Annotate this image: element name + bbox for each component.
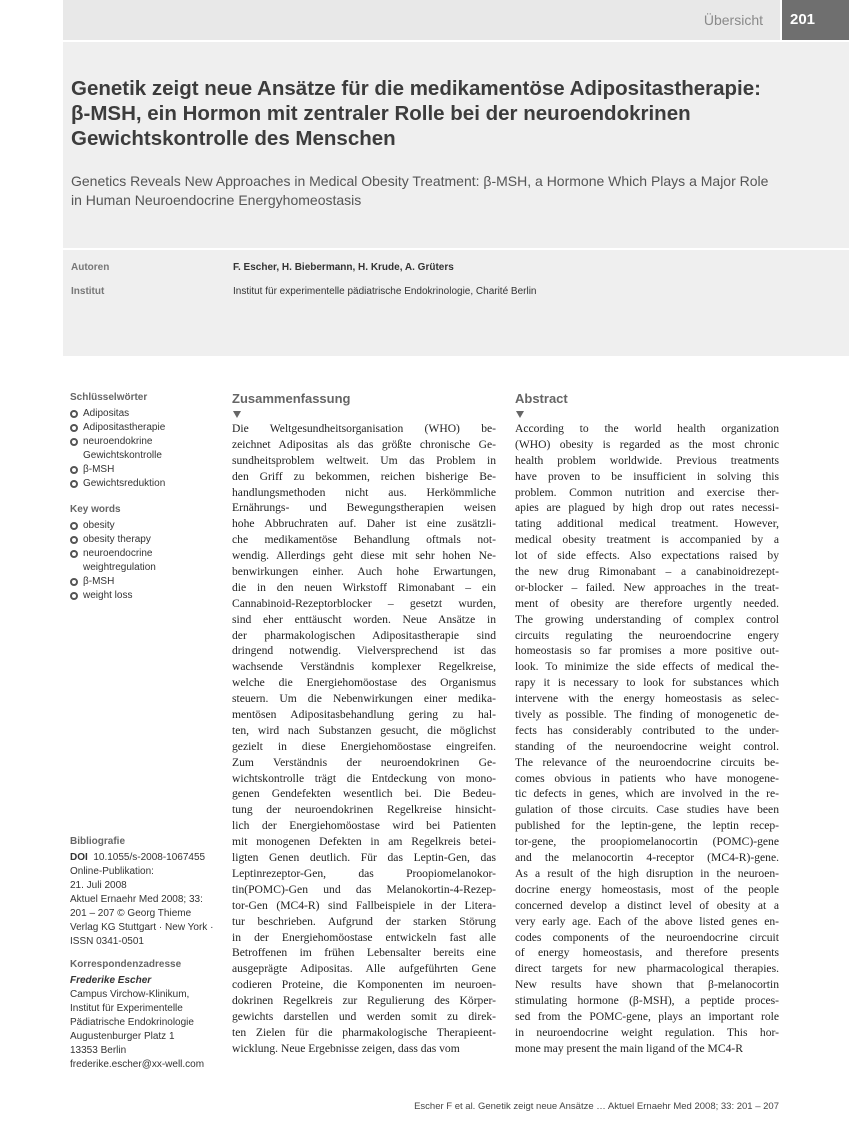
institute-label: Institut — [71, 286, 105, 297]
text-line: the new drug Rimonabant – a canabinoidrezept- — [515, 565, 779, 579]
text-line: den Griff zu bekommen, reichen bisherige Be- — [232, 469, 496, 483]
text-line: As a result of the high disruption in the neuroen- — [515, 866, 779, 880]
text-line: gulation of those circuits. Case studies have been — [515, 803, 779, 817]
english-title-line: in Human Neuroendocrine Energyhomeostasis — [71, 192, 362, 208]
text-line: look. To minimize the side effects of medical the- — [515, 660, 779, 674]
text-line: wachsende Verständnis komplexer Regelkreise, — [232, 660, 496, 674]
abstract-column — [515, 391, 779, 1057]
text-line: codes components of the neuroendocrine circuit — [515, 930, 779, 944]
keyword-item: neuroendokrine Gewichtskontrolle — [70, 435, 220, 463]
text-line: in neuroendocrine weight regulation. This hor- — [515, 1025, 779, 1039]
text-line: published for the leptin-gene, the leptin recep- — [515, 819, 779, 833]
text-line: tor-Gen (MC4-R) sind Fallbeispiele in der Litera- — [232, 898, 496, 912]
biblio-line: 201 – 207 © Georg Thieme — [70, 908, 192, 919]
text-line: apies are plagued by high drop out rates necessi- — [515, 501, 779, 515]
biblio-line: Verlag KG Stuttgart · New York · — [70, 922, 214, 933]
keyword-item: β-MSH — [70, 463, 220, 477]
text-line: mone may present the main ligand of the MC4-R — [515, 1041, 743, 1055]
text-line: (WHO) obesity is regarded as the most chronic — [515, 437, 779, 451]
text-line: tively as possible. The finding of monogenetic de- — [515, 708, 779, 722]
address-line: 13353 Berlin — [70, 1045, 127, 1056]
institute: Institut für experimentelle pädiatrische Endokrinologie, Charité Berlin — [233, 286, 537, 297]
text-line: sundheitsproblem weltweit. Um das Problem in — [232, 453, 496, 467]
text-line: gezielt in diese Energiehomöostase eingreifen. — [232, 739, 496, 753]
biblio-line: Online-Publikation: — [70, 866, 154, 877]
german-title-line: Genetik zeigt neue Ansätze für die medikamentöse Adipositastherapie: — [71, 77, 761, 100]
text-line: tung der neuroendokrinen Regelkreise hinsicht- — [232, 803, 496, 817]
bullet-icon — [70, 480, 78, 488]
text-line: medical obesity treatment is accompanied by a — [515, 533, 779, 547]
abstract-text — [515, 421, 779, 1057]
text-line: ten Zielen für die pharmakologische Therapieent- — [232, 1025, 496, 1039]
zusammenfassung-heading: Zusammenfassung — [232, 391, 351, 406]
text-line: or-blocker – failed. New approaches in the treat- — [515, 580, 779, 594]
text-line: ment of obesity are therefore urgently needed. — [515, 596, 779, 610]
bibliography-heading: Bibliografie — [70, 836, 126, 847]
text-line: Ernährungs- und Bewegungstherapien weisen — [232, 501, 496, 515]
text-line: dringend notwendig. Vielversprechend ist das — [232, 644, 496, 658]
german-title-line: Gewichtskontrolle des Menschen — [71, 127, 396, 150]
footer-citation: Escher F et al. Genetik zeigt neue Ansätze … Aktuel Ernaehr Med 2008; 33: 201 – 207 — [414, 1101, 779, 1112]
text-line: comes obvious in patients who have monogene- — [515, 771, 779, 785]
correspondence-heading: Korrespondenzadresse — [70, 959, 182, 970]
email-address: frederike.escher@xx-well.com — [70, 1059, 205, 1070]
english-title-line: Genetics Reveals New Approaches in Medical Obesity Treatment: β-MSH, a Hormone Which Plays a Major Role — [71, 173, 769, 189]
bullet-icon — [70, 522, 78, 530]
text-line: benwirkungen einher. Auch hohe Erwartungen, — [232, 565, 496, 579]
text-line: standing of the neuroendocrine weight control. — [515, 739, 779, 753]
text-line: direct targets for new pharmacological therapies. — [515, 962, 779, 976]
text-line: According to the world health organization — [515, 422, 779, 435]
running-header — [63, 0, 849, 40]
keyword-item: Adipositastherapie — [70, 421, 220, 435]
page-number: 201 — [780, 0, 849, 40]
text-line: wendig. Allerdings geht diese mit sehr hohen Ne- — [232, 549, 496, 563]
english-title — [71, 172, 791, 210]
text-line: of energy homeostasis, and therefore presents — [515, 946, 779, 960]
text-line: steuern. Um die Nebenwirkungen einer medika- — [232, 692, 496, 706]
text-line: genen Gendefekten wesentlich bei. Die Bedeu- — [232, 787, 496, 801]
zusammenfassung-column — [232, 391, 496, 1057]
text-line: die in den neuen Wirkstoff Rimonabant – ein — [232, 580, 496, 594]
correspondence — [70, 958, 220, 1072]
text-line: hohe Abbruchraten auf. Daher ist eine zusätzli- — [232, 517, 496, 531]
text-line: wicklung. Neue Ergebnisse zeigen, dass das vom — [232, 1041, 460, 1055]
text-line: tating additional medical treatment. However, — [515, 517, 779, 531]
text-line: problem. Common nutrition and exercise ther- — [515, 485, 779, 499]
bibliography — [70, 835, 220, 949]
section-label: Übersicht — [703, 12, 763, 28]
text-line: welche die Energiehomöostase des Organismus — [232, 676, 496, 690]
text-line: docrine energy homeostasis, most of the people — [515, 882, 779, 896]
text-line: stimulating hormone (β-MSH), a peptide proces- — [515, 994, 779, 1008]
text-line: ligten Genen deutlich. Für das Leptin-Gen, das — [232, 851, 496, 865]
text-line: sind eher enttäuscht worden. Neue Ansätze in — [232, 612, 496, 626]
biblio-line: ISSN 0341-0501 — [70, 936, 144, 947]
triangle-down-icon — [233, 411, 241, 418]
text-line: New results have shown that β-melanocortin — [515, 978, 779, 992]
keywords-de — [70, 391, 220, 491]
text-line: intervene with the energy homeostasis as selec- — [515, 692, 779, 706]
bullet-icon — [70, 424, 78, 432]
biblio-line: Aktuel Ernaehr Med 2008; 33: — [70, 894, 203, 905]
keywords-de-heading: Schlüsselwörter — [70, 392, 148, 403]
keywords-sidebar — [70, 391, 220, 615]
authors: F. Escher, H. Biebermann, H. Krude, A. Grüters — [233, 262, 454, 273]
triangle-down-icon — [516, 411, 524, 418]
address-line: Augustenburger Platz 1 — [70, 1031, 175, 1042]
text-line: The relevance of the neuroendocrine circuits be- — [515, 755, 779, 769]
text-line: wichtskontrolle trägt die Entdeckung von mono- — [232, 771, 496, 785]
text-line: The growing understanding of complex control — [515, 612, 779, 626]
title-block — [63, 42, 849, 248]
text-line: Cannabinoid-Rezeptorblocker – gesetzt wurden, — [232, 596, 496, 610]
text-line: ten, wird nach Substanzen gesucht, die möglichst — [232, 723, 496, 737]
bullet-icon — [70, 438, 78, 446]
text-line: in der Energiehomöostase entwickeln fast alle — [232, 930, 496, 944]
text-line: very early age. Each of the above listed genes en- — [515, 914, 779, 928]
keyword-item: obesity therapy — [70, 533, 220, 547]
text-line: concerned develop a distinct level of obesity at a — [515, 898, 779, 912]
keyword-item: Adipositas — [70, 407, 220, 421]
text-line: lot of side effects. Also expectations raised by — [515, 549, 779, 563]
bullet-icon — [70, 592, 78, 600]
address-line: Pädiatrische Endokrinologie — [70, 1017, 194, 1028]
keyword-item: neuroendocrine weightregulation — [70, 547, 220, 575]
text-line: sed from the POMC-gene, plays an important role — [515, 1009, 779, 1023]
text-line: der pharmakologischen Adipositastherapie sind — [232, 628, 496, 642]
text-line: tin(POMC)-Gen und das Melanokortin-4-Rezep- — [232, 882, 496, 896]
keyword-item: Gewichtsreduktion — [70, 477, 220, 491]
text-line: fects has considerably contributed to the under- — [515, 723, 779, 737]
text-line: Leptinrezeptor-Gen, das Proopiomelanokor- — [232, 866, 496, 880]
bullet-icon — [70, 410, 78, 418]
text-line: lich der Energiehomöostase wird bei Patienten — [232, 819, 496, 833]
address-line: Campus Virchow-Klinikum, — [70, 989, 190, 1000]
text-line: mit monogenen Defekten in am Regelkreis betei- — [232, 835, 496, 849]
text-line: tor-gene, the proopiomelanocortin (POMC)-gene — [515, 835, 779, 849]
german-title — [71, 76, 811, 151]
text-line: have proven to be insufficient in solving this — [515, 469, 779, 483]
keyword-item: weight loss — [70, 589, 220, 603]
text-line: health problem worldwide. Previous treatments — [515, 453, 779, 467]
correspondence-name: Frederike Escher — [70, 975, 152, 986]
text-line: homeostasis so far promises a more positive out- — [515, 644, 779, 658]
text-line: tur beschrieben. Aufgrund der starken Störung — [232, 914, 496, 928]
doi-value: 10.1055/s-2008-1067455 — [93, 852, 206, 863]
keywords-en — [70, 503, 220, 603]
german-title-line: β-MSH, ein Hormon mit zentraler Rolle bei der neuroendokrinen — [71, 102, 691, 125]
text-line: Betroffenen im frühen Lebensalter bereits eine — [232, 946, 496, 960]
text-line: and the melanocortin 4-receptor (MC4-R)-gene. — [515, 851, 779, 865]
text-line: Zum Verständnis der neuroendokrinen Ge- — [232, 755, 496, 769]
text-line: zeichnet Adipositas als das größte chronische Ge- — [232, 437, 496, 451]
text-line: gewichts darstellen und werden somit zu direk- — [232, 1009, 496, 1023]
authors-label: Autoren — [71, 262, 110, 273]
text-line: ausgeprägte Adipositas. Alle aufgeführten Gene — [232, 962, 496, 976]
keywords-en-heading: Key words — [70, 504, 121, 515]
bullet-icon — [70, 466, 78, 474]
keyword-item: obesity — [70, 519, 220, 533]
text-line: handlungsmethoden nicht aus. Herkömmliche — [232, 485, 496, 499]
doi-line — [70, 851, 220, 865]
text-line: dokrinen Regelkreis zur Regulierung des Körper- — [232, 994, 496, 1008]
zusammenfassung-text — [232, 421, 496, 1057]
bullet-icon — [70, 550, 78, 558]
abstract-heading: Abstract — [515, 391, 568, 406]
bullet-icon — [70, 536, 78, 544]
biblio-line: 21. Juli 2008 — [70, 880, 127, 891]
text-line: circuits regulating the neuroendocrine engery — [515, 628, 779, 642]
meta-block — [63, 250, 849, 356]
doi-label: DOI — [70, 852, 88, 863]
text-line: rapy it is necessary to look for substances which — [515, 676, 779, 690]
address-line: Institut für Experimentelle — [70, 1003, 183, 1014]
text-line: mentösen Adipositasbehandlung gering zu hal- — [232, 708, 496, 722]
text-line: che medikamentöse Behandlung oftmals not- — [232, 533, 496, 547]
keyword-item: β-MSH — [70, 575, 220, 589]
text-line: codieren Proteine, die Komponenten im neuroen- — [232, 978, 496, 992]
bullet-icon — [70, 578, 78, 586]
text-line: Die Weltgesundheitsorganisation (WHO) be- — [232, 422, 496, 435]
text-line: tic defects in genes, which are involved in the re- — [515, 787, 779, 801]
